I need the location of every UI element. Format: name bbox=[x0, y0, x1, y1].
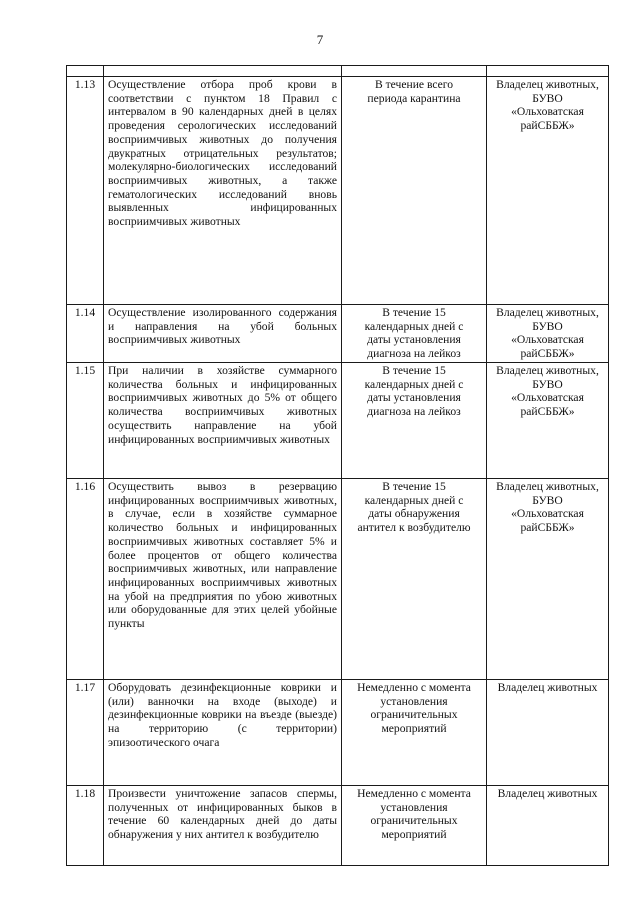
responsible-text: Владелец животных, БУВО «Ольховатская райСББЖ» bbox=[487, 479, 609, 680]
table-row bbox=[67, 680, 609, 786]
measure-text: Произвести уничтожение запасов спермы, полученных от инфицированных быков в течение 60 календарных дней до даты обнаружения у них антител к возбудителю bbox=[104, 786, 342, 866]
responsible-text: Владелец животных, БУВО «Ольховатская райСББЖ» bbox=[487, 363, 609, 479]
table-row bbox=[67, 77, 609, 305]
table-row bbox=[67, 363, 609, 479]
deadline-text: Немедленно с момента установления ограничительных мероприятий bbox=[342, 680, 487, 786]
spacer-cell bbox=[67, 66, 104, 77]
responsible-text: Владелец животных bbox=[487, 786, 609, 866]
row-number: 1.17 bbox=[67, 680, 104, 786]
row-number: 1.14 bbox=[67, 305, 104, 363]
table-row bbox=[67, 786, 609, 866]
responsible-text: Владелец животных, БУВО «Ольховатская райСББЖ» bbox=[487, 305, 609, 363]
deadline-text: В течение 15 календарных дней с даты установления диагноза на лейкоз bbox=[342, 305, 487, 363]
table-row bbox=[67, 305, 609, 363]
deadline-text: Немедленно с момента установления ограничительных мероприятий bbox=[342, 786, 487, 866]
row-number: 1.15 bbox=[67, 363, 104, 479]
page-number: 7 bbox=[316, 32, 324, 47]
spacer-cell bbox=[104, 66, 342, 77]
measure-text: Осуществление отбора проб крови в соответствии с пунктом 18 Правил с интервалом в 90 календарных дней в целях проведения серологических исследований восприимчивых животных до получения двукратных отрицательных результатов; молекулярно-биологических исследований восприимчивых животных, а также гематологических исследований вновь выявленных инфицированных восприимчивых животных bbox=[104, 77, 342, 305]
row-number: 1.16 bbox=[67, 479, 104, 680]
row-number: 1.13 bbox=[67, 77, 104, 305]
measure-text: Осуществить вывоз в резервацию инфицированных восприимчивых животных, в случае, если в хозяйстве суммарное количество больных и инфицированных восприимчивых животных составляет 5% и более процентов от общего количества восприимчивых животных, или направление инфицированных восприимчивых животных на убой на предприятия по убою животных или оборудованные для этих целей убойные пункты bbox=[104, 479, 342, 680]
table-top-spacer-row bbox=[67, 66, 609, 77]
spacer-cell bbox=[487, 66, 609, 77]
deadline-text: В течение всего периода карантина bbox=[342, 77, 487, 305]
spacer-cell bbox=[342, 66, 487, 77]
table-row bbox=[67, 479, 609, 680]
deadline-text: В течение 15 календарных дней с даты установления диагноза на лейкоз bbox=[342, 363, 487, 479]
deadline-text: В течение 15 календарных дней с даты обнаружения антител к возбудителю bbox=[342, 479, 487, 680]
measure-text: При наличии в хозяйстве суммарного количества больных и инфицированных восприимчивых животных до 5% от общего количества восприимчивых животных осуществить направление на убой инфицированных восприимчивых животных bbox=[104, 363, 342, 479]
responsible-text: Владелец животных bbox=[487, 680, 609, 786]
responsible-text: Владелец животных, БУВО «Ольховатская райСББЖ» bbox=[487, 77, 609, 305]
row-number: 1.18 bbox=[67, 786, 104, 866]
measures-table bbox=[66, 65, 609, 866]
measure-text: Оборудовать дезинфекционные коврики и (или) ванночки на входе (выходе) и дезинфекционные коврики на въезде (выезде) на территорию (с территории) эпизоотического очага bbox=[104, 680, 342, 786]
measure-text: Осуществление изолированного содержания и направления на убой больных восприимчивых животных bbox=[104, 305, 342, 363]
